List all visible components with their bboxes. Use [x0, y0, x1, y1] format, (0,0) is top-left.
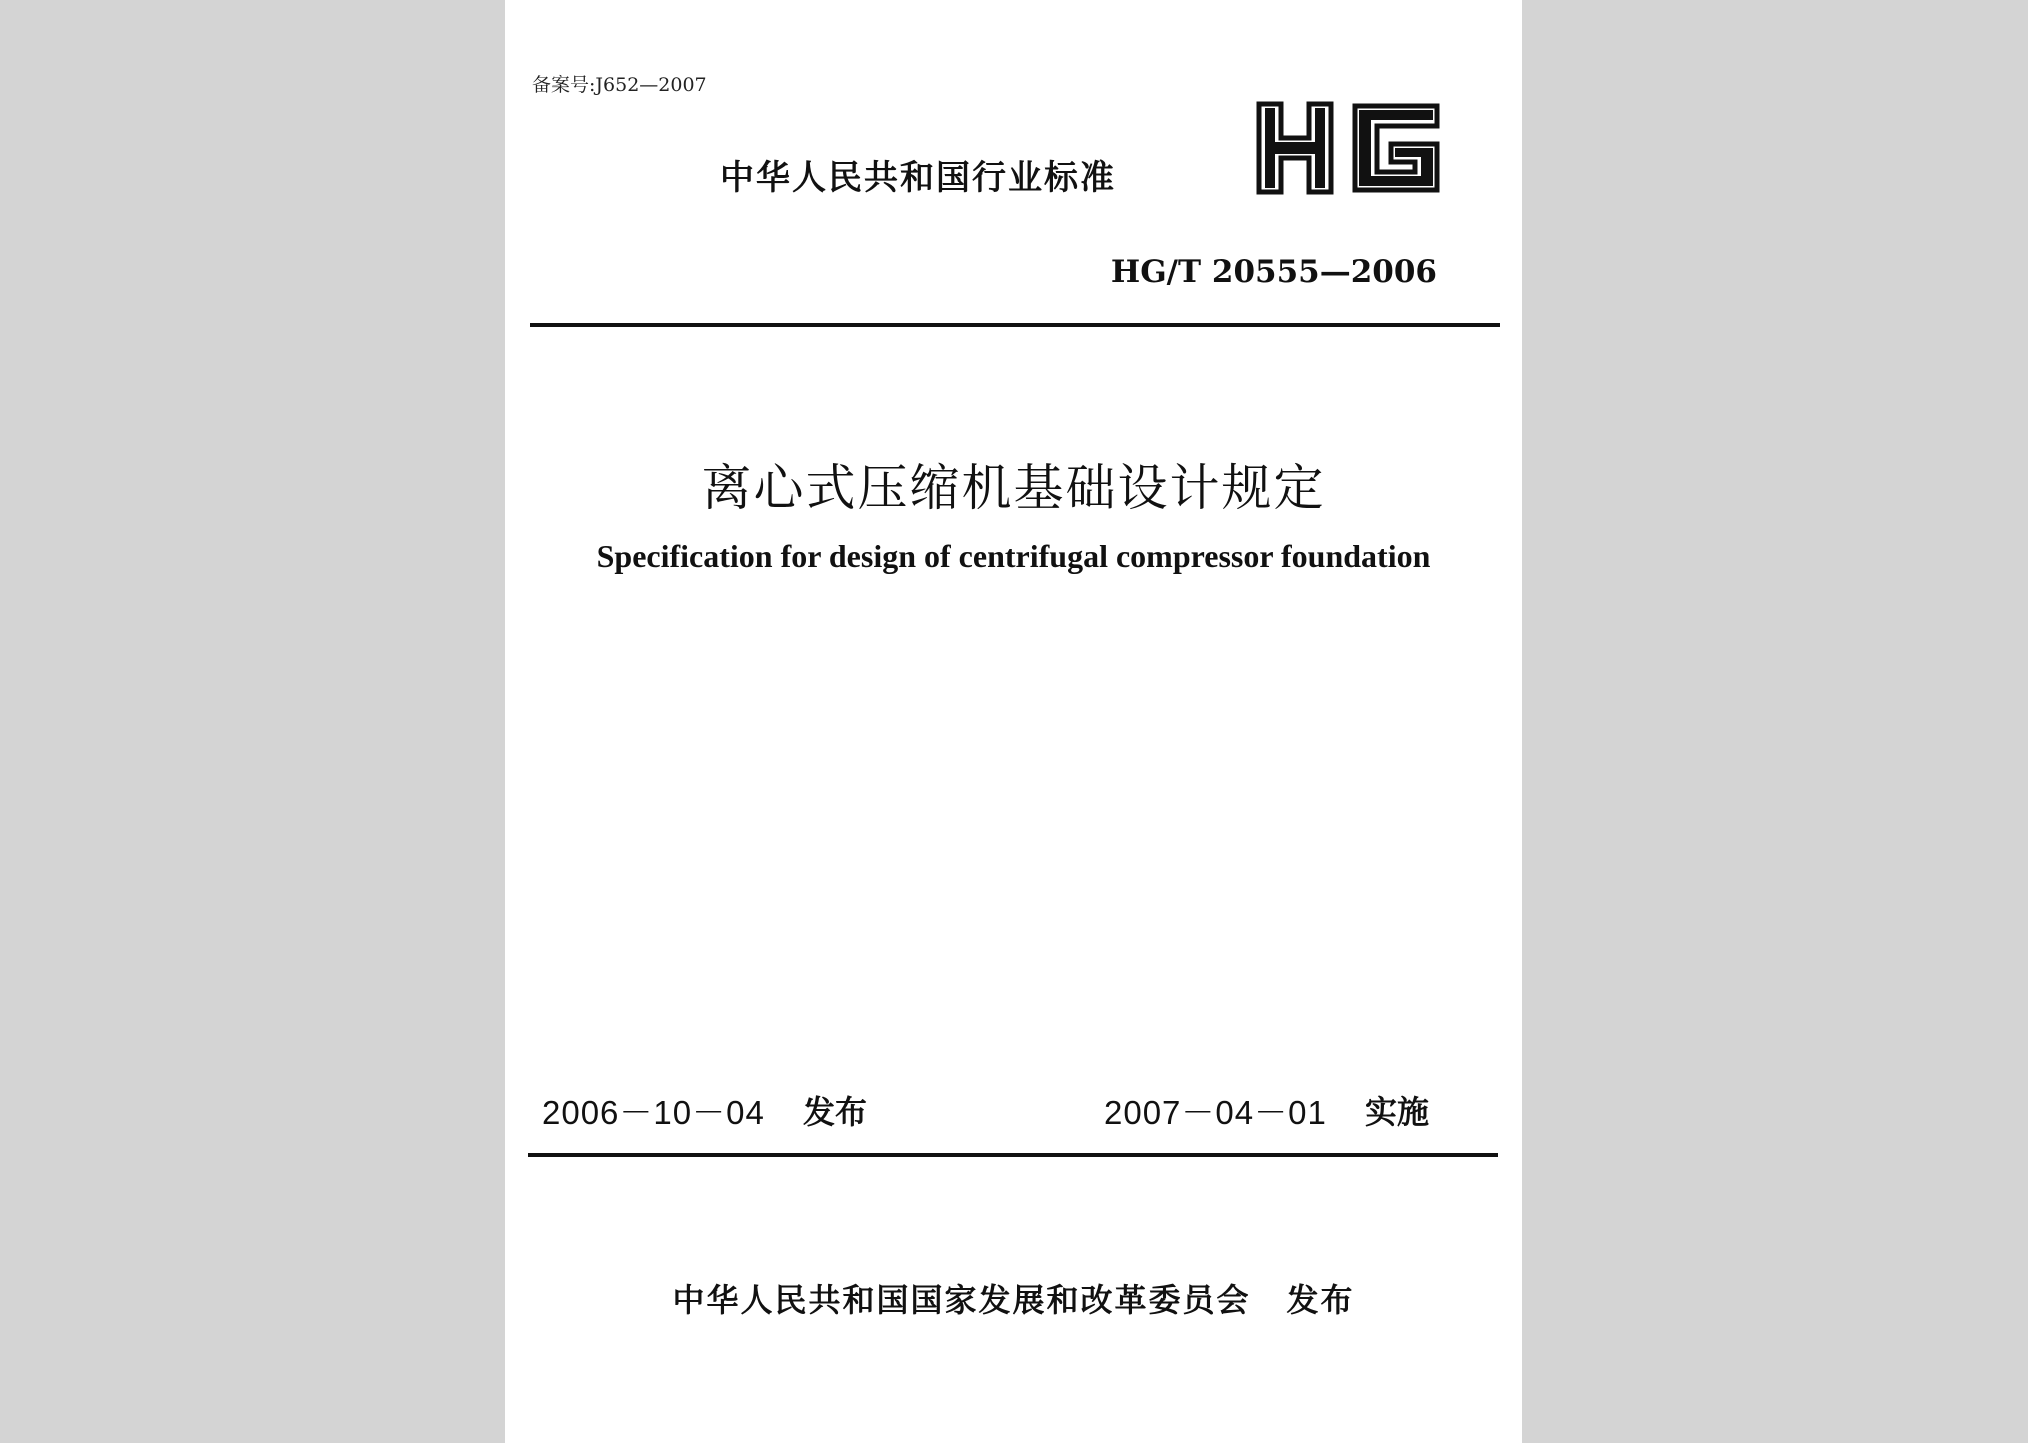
- document-page: [505, 0, 1522, 1443]
- title-english: Specification for design of centrifugal compressor foundation: [596, 538, 1431, 574]
- bottom-divider: [528, 1153, 1498, 1157]
- publisher-name: 中华人民共和国国家发展和改革委员会: [672, 1281, 1251, 1319]
- standard-label: 中华人民共和国行业标准: [720, 158, 1116, 198]
- publisher-line: [505, 1275, 1522, 1321]
- hg-logo-icon: [1255, 100, 1445, 196]
- implementation-label: 实施: [1365, 1093, 1430, 1131]
- issue-date: 2006－10－04: [542, 1094, 765, 1131]
- implementation-date: 2007－04－01: [1104, 1094, 1327, 1131]
- title-chinese: 离心式压缩机基础设计规定: [701, 459, 1326, 517]
- publisher-label: 发布: [1286, 1281, 1355, 1319]
- top-divider: [530, 323, 1500, 327]
- record-number: 备案号:J652—2007: [532, 74, 707, 96]
- issue-label: 发布: [803, 1093, 868, 1131]
- standard-code: HG/T 20555—2006: [1110, 254, 1437, 290]
